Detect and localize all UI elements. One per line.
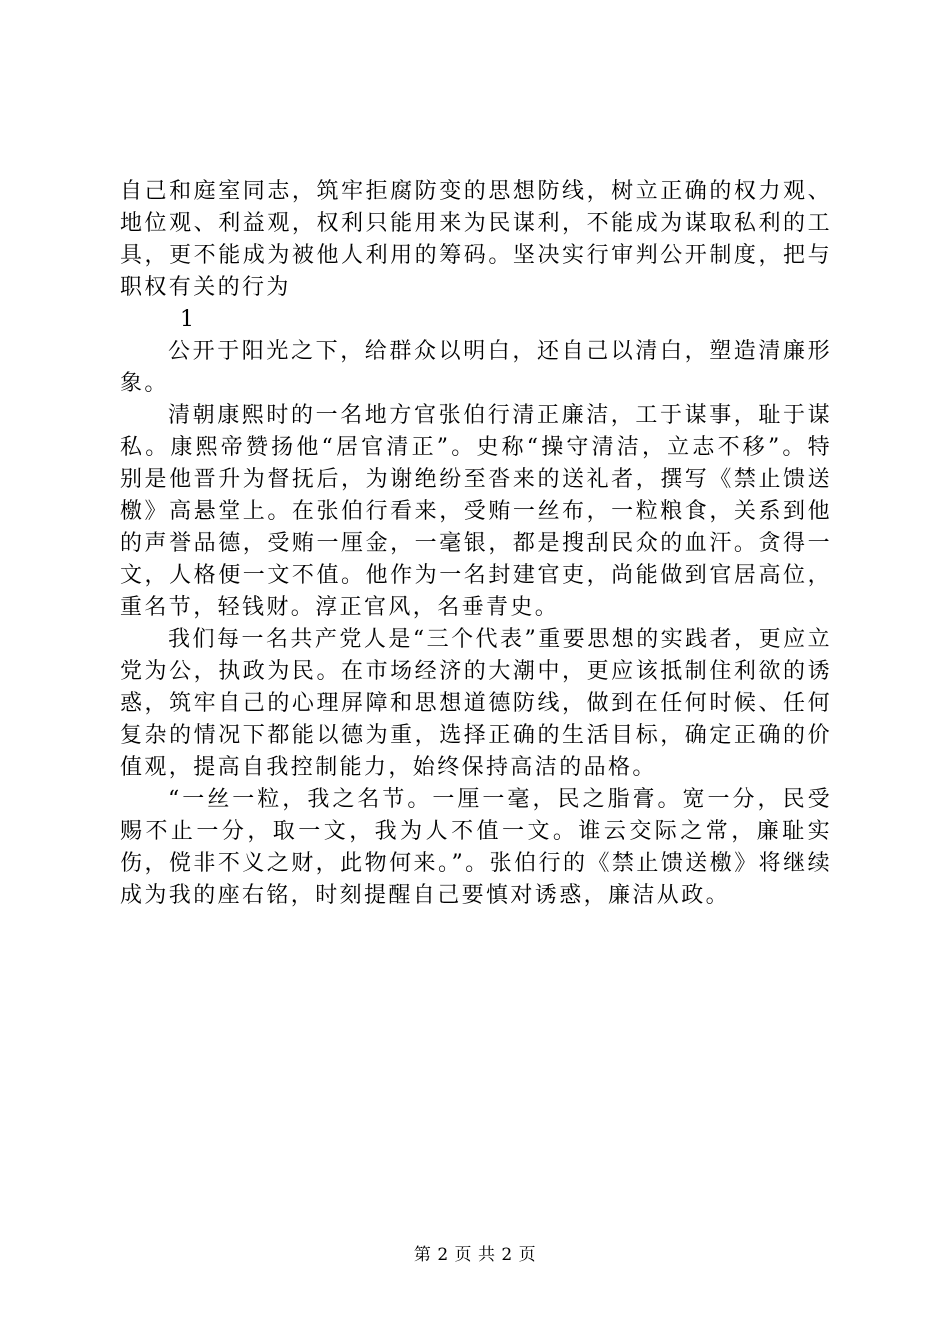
paragraph: 清朝康熙时的一名地方官张伯行清正廉洁，工于谋事，耻于谋私。康熙帝赞扬他“居官清正”。史称“操守清洁，立志不移”。特别是他晋升为督抚后，为谢绝纷至沓来的送礼者，撰写《禁止馈送檄》高悬堂上。在张伯行看来，受贿一丝布，一粒粮食，关系到他的声誉品德，受贿一厘金，一毫银，都是搜刮民众的血汗。贪得一文，人格便一文不值。他作为一名封建官吏，尚能做到官居高位，重名节，轻钱财。淳正官风，名垂青史。 xyxy=(120,403,832,620)
document-body xyxy=(120,176,832,912)
paragraph: “一丝一粒，我之名节。一厘一毫，民之脂膏。宽一分，民受赐不止一分，取一文，我为人不值一文。谁云交际之常，廉耻实伤，傥非不义之财，此物何来。”。张伯行的《禁止馈送檄》将继续成为我的座右铭，时刻提醒自己要慎对诱惑，廉洁从政。 xyxy=(120,787,832,908)
page-footer xyxy=(0,1244,950,1266)
page-number-label: 第 2 页 共 2 页 xyxy=(413,1245,537,1265)
paragraph: 自己和庭室同志，筑牢拒腐防变的思想防线，树立正确的权力观、地位观、利益观，权利只能用来为民谋利，不能成为谋取私利的工具，更不能成为被他人利用的筹码。坚决实行审判公开制度，把与职权有关的行为 xyxy=(120,179,832,300)
inline-page-number: 1 xyxy=(180,307,194,332)
paragraph: 公开于阳光之下，给群众以明白，还自己以清白，塑造清廉形象。 xyxy=(120,339,832,396)
paragraph: 我们每一名共产党人是“三个代表”重要思想的实践者，更应立党为公，执政为民。在市场经济的大潮中，更应该抵制住利欲的诱惑，筑牢自己的心理屏障和思想道德防线，做到在任何时候、任何复杂的情况下都能以德为重，选择正确的生活目标，确定正确的价值观，提高自我控制能力，始终保持高洁的品格。 xyxy=(120,627,832,780)
